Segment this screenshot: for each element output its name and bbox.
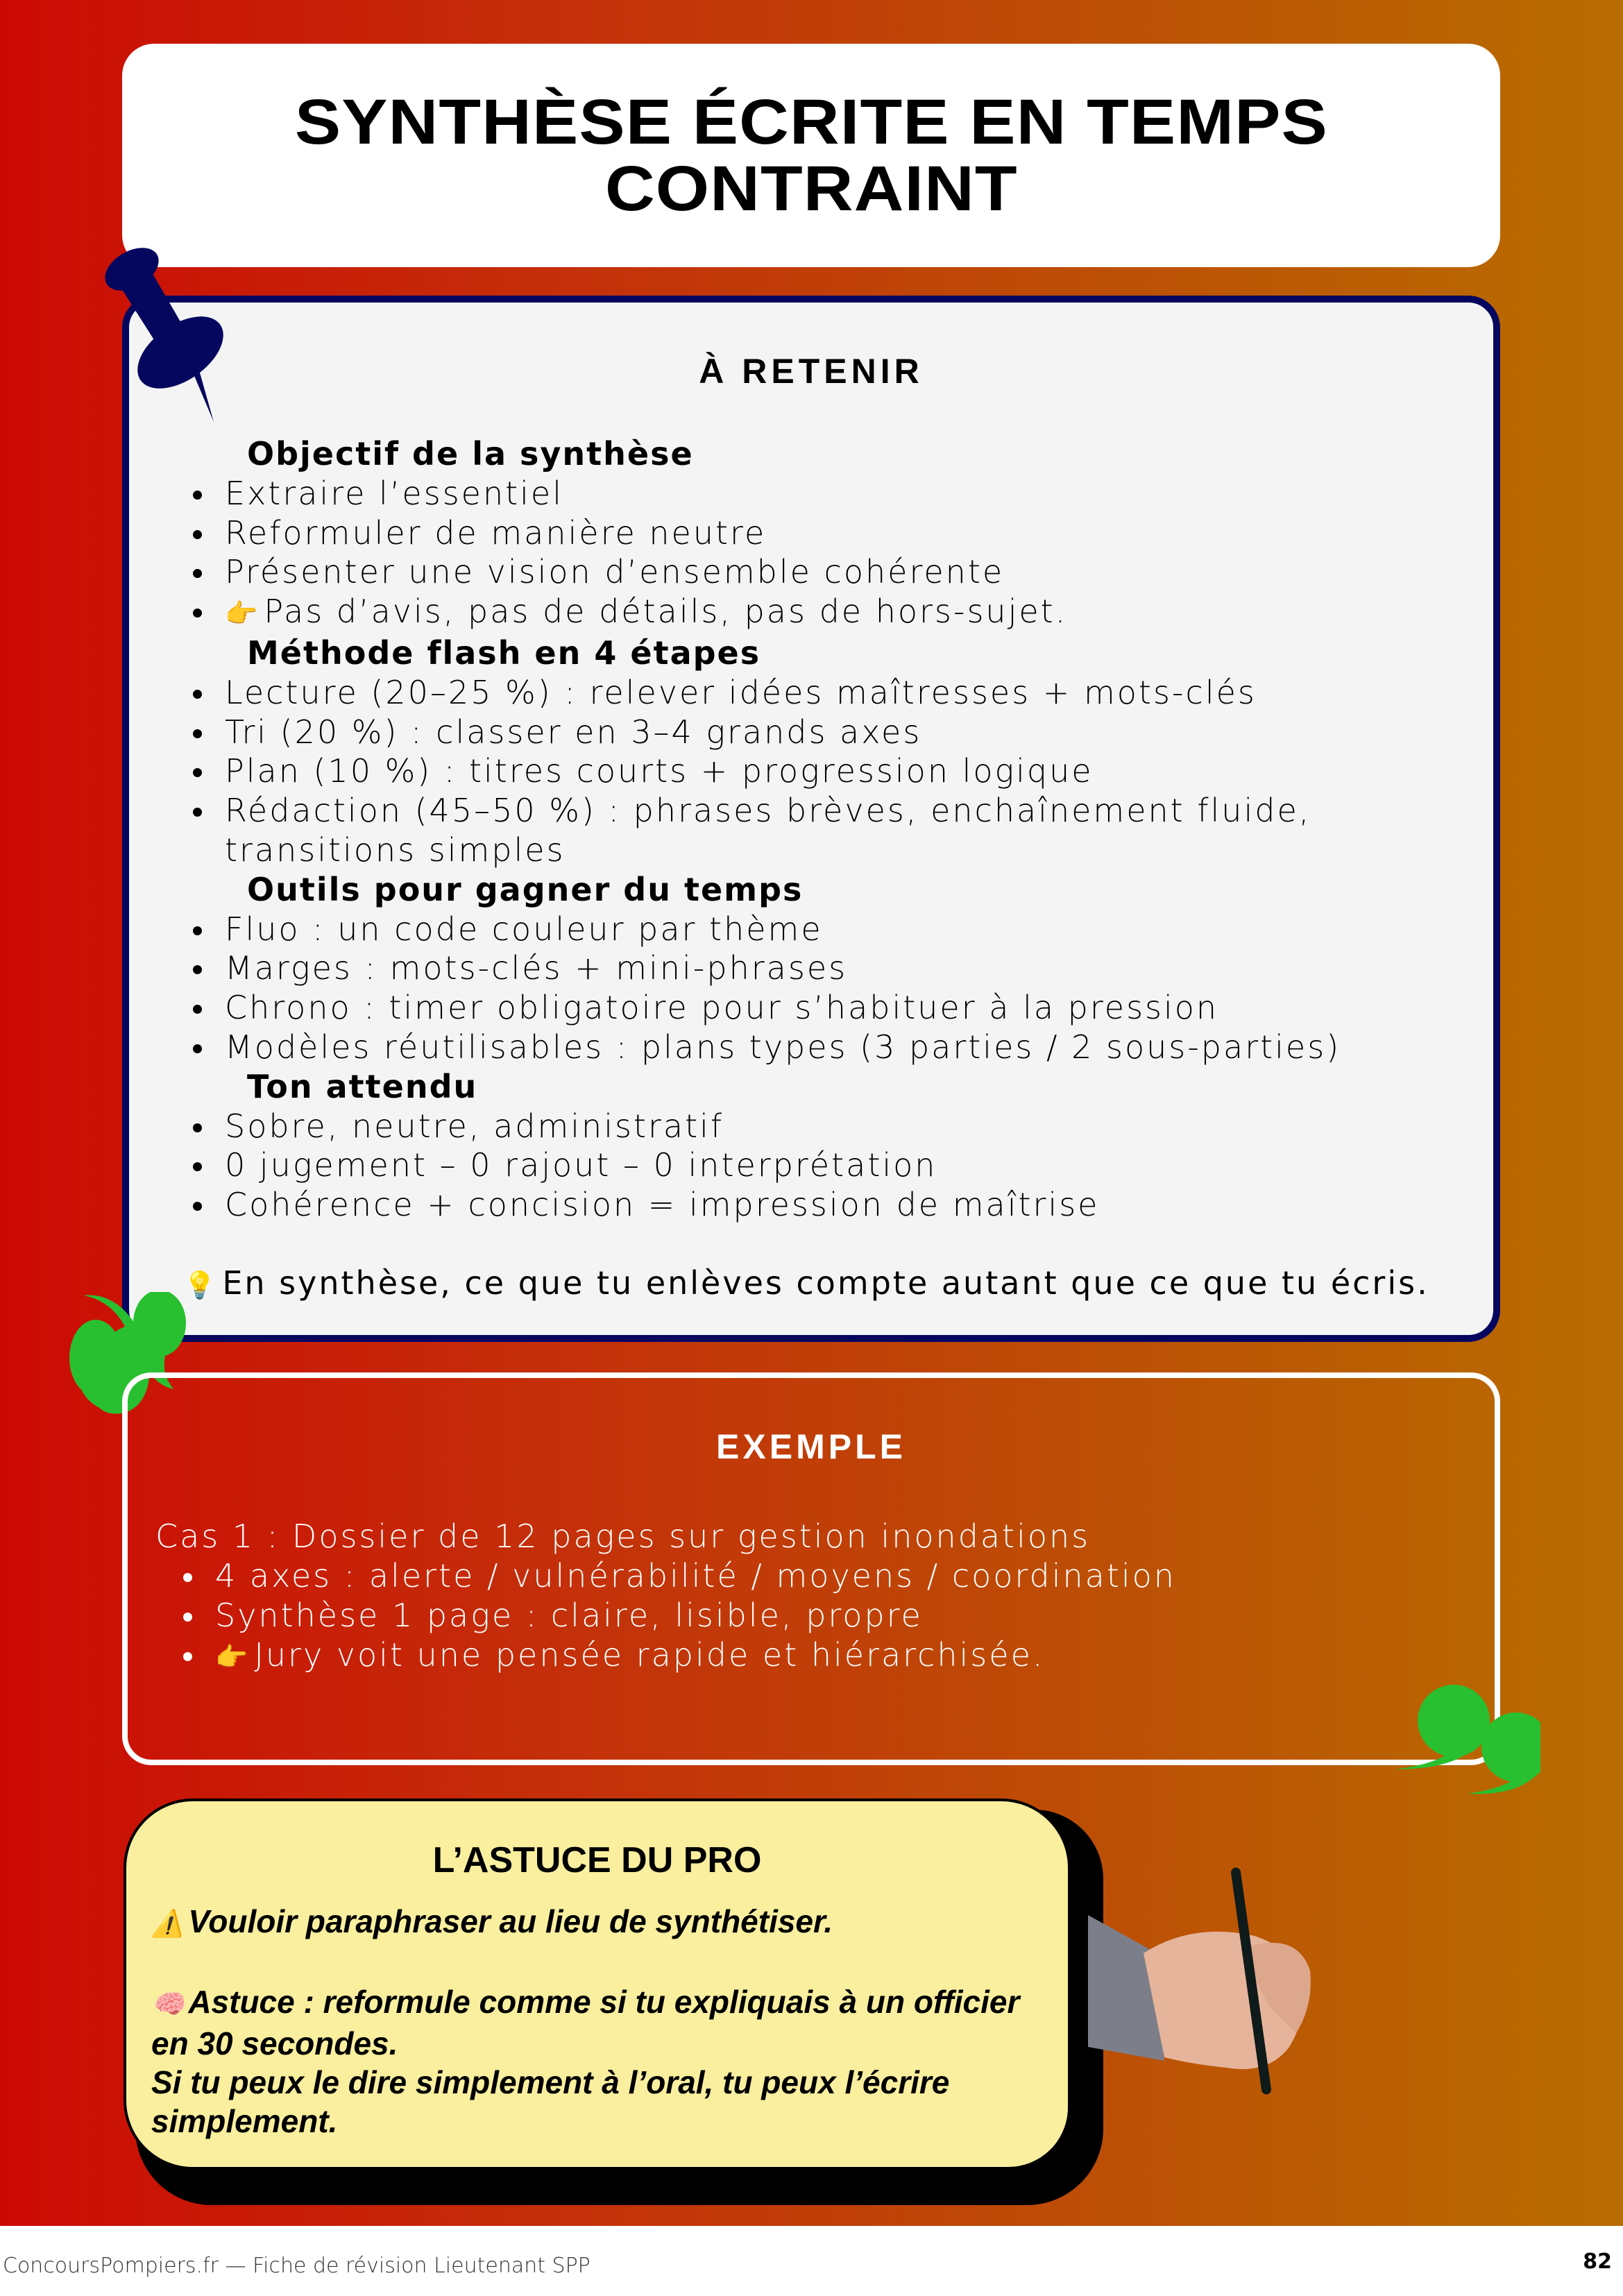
astuce-box bbox=[124, 1798, 1071, 2170]
pointing-hand-icon: 👉 bbox=[215, 1642, 250, 1672]
pushpin-icon bbox=[90, 241, 229, 422]
retenir-heading: À RETENIR bbox=[699, 352, 924, 391]
warning-icon: ⚠️ bbox=[151, 1910, 185, 1939]
page-title bbox=[295, 89, 1328, 222]
list-item: Extraire l’essentiel bbox=[193, 474, 1465, 513]
list-exemple bbox=[155, 1556, 1467, 1677]
exemple-content bbox=[155, 1517, 1467, 1677]
astuce-content bbox=[151, 1902, 1040, 2141]
retenir-box bbox=[122, 296, 1500, 1342]
exemple-heading: EXEMPLE bbox=[716, 1427, 906, 1466]
astuce-tip: 🧠 Astuce : reformule comme si tu expliquais à un officier en 30 secondes. bbox=[151, 1984, 1020, 2061]
brain-icon: 🧠 bbox=[151, 1990, 185, 2019]
list-item: Cohérence + concision = impression de maîtrise bbox=[193, 1185, 1465, 1225]
section-title-methode: Méthode flash en 4 étapes bbox=[247, 633, 761, 672]
list-item: 👉 Jury voit une pensée rapide et hiérarchisée. bbox=[183, 1635, 1467, 1677]
list-item: Sobre, neutre, administratif bbox=[193, 1107, 1465, 1146]
list-item: Rédaction (45–50 %) : phrases brèves, enchaînement fluide, transitions simples bbox=[193, 791, 1465, 870]
list-item: Tri (20 %) : classer en 3–4 grands axes bbox=[193, 713, 1465, 752]
section-title-objectif: Objectif de la synthèse bbox=[247, 435, 694, 473]
list-item: Modèles réutilisables : plans types (3 parties / 2 sous-parties) bbox=[193, 1028, 1465, 1067]
hand-with-pen-illustration bbox=[1088, 1846, 1435, 2123]
list-item: 👉 Pas d’avis, pas de détails, pas de hors-sujet. bbox=[193, 592, 1465, 633]
footer-source: ConcoursPompiers.fr — Fiche de révision Lieutenant SPP bbox=[3, 2254, 590, 2278]
list-item: Reformuler de manière neutre bbox=[193, 513, 1465, 553]
list-item: 0 jugement – 0 rajout – 0 interprétation bbox=[193, 1146, 1465, 1185]
list-item: Plan (10 %) : titres courts + progression logique bbox=[193, 751, 1465, 791]
page-number: 82 bbox=[1583, 2250, 1612, 2274]
astuce-warning: ⚠️ Vouloir paraphraser au lieu de synthétiser. bbox=[151, 1902, 1040, 1944]
exemple-box bbox=[122, 1372, 1500, 1765]
closing-quote-icon bbox=[1388, 1665, 1540, 1797]
list-outils bbox=[193, 910, 1465, 1067]
astuce-heading: L’ASTUCE DU PRO bbox=[432, 1840, 762, 1880]
lightbulb-icon: 💡 bbox=[183, 1269, 219, 1300]
title-line-2: CONTRAINT bbox=[604, 153, 1018, 224]
exemple-case: Cas 1 : Dossier de 12 pages sur gestion inondations bbox=[155, 1517, 1091, 1555]
section-title-ton: Ton attendu bbox=[247, 1067, 478, 1105]
title-line-1: SYNTHÈSE ÉCRITE EN TEMPS bbox=[294, 87, 1328, 158]
retenir-content bbox=[183, 434, 1465, 1305]
list-item: Présenter une vision d’ensemble cohérente bbox=[193, 552, 1465, 592]
list-item: Synthèse 1 page : claire, lisible, propre bbox=[183, 1596, 1467, 1635]
list-methode bbox=[193, 673, 1465, 870]
takeaway-line: 💡 En synthèse, ce que tu enlèves compte autant que ce que tu écris. bbox=[183, 1264, 1465, 1305]
list-item: Fluo : un code couleur par thème bbox=[193, 910, 1465, 949]
title-card bbox=[122, 44, 1500, 267]
astuce-tip-2: Si tu peux le dire simplement à l’oral, tu peux l’écrire simplement. bbox=[151, 2064, 950, 2139]
list-objectif bbox=[193, 474, 1465, 633]
list-item: 4 axes : alerte / vulnérabilité / moyens / coordination bbox=[183, 1556, 1467, 1596]
pointing-hand-icon: 👉 bbox=[225, 598, 260, 629]
section-title-outils: Outils pour gagner du temps bbox=[247, 870, 804, 908]
list-item: Lecture (20–25 %) : relever idées maîtresses + mots-clés bbox=[193, 673, 1465, 713]
list-item: Marges : mots-clés + mini-phrases bbox=[193, 949, 1465, 988]
list-item: Chrono : timer obligatoire pour s’habituer à la pression bbox=[193, 988, 1465, 1028]
list-ton bbox=[193, 1107, 1465, 1225]
